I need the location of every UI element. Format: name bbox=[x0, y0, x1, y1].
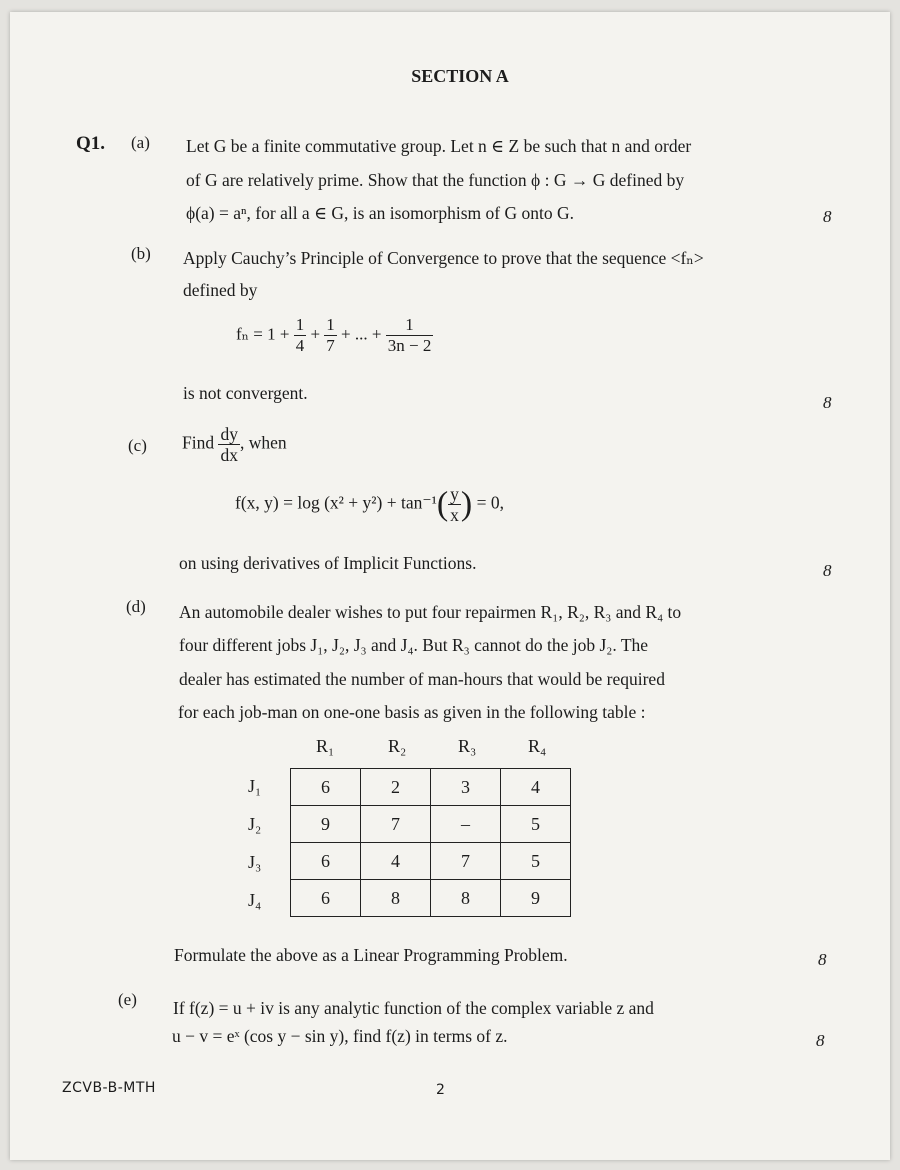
ellipsis-terms: + ... + bbox=[341, 324, 382, 344]
man-hours-table bbox=[290, 768, 571, 917]
table-row bbox=[291, 769, 571, 806]
part-a-marks: 8 bbox=[823, 207, 832, 226]
part-a-label: (a) bbox=[131, 133, 150, 152]
table-cell: 3 bbox=[431, 769, 501, 806]
part-e-marks: 8 bbox=[816, 1031, 825, 1050]
column-header-r1: R₁ bbox=[316, 736, 335, 756]
row-header-j1: J₁ bbox=[248, 776, 262, 796]
part-d-line-4: for each job-man on one-one basis as given in the following table : bbox=[178, 702, 646, 722]
part-c-marks: 8 bbox=[823, 561, 832, 580]
table-cell: 9 bbox=[501, 880, 571, 917]
table-cell: 9 bbox=[291, 806, 361, 843]
table-cell: 5 bbox=[501, 806, 571, 843]
part-e-line-2: u − v = eˣ (cos y − sin y), find f(z) in terms of z. bbox=[172, 1026, 508, 1046]
find-word: Find bbox=[182, 432, 215, 453]
part-e-label: (e) bbox=[118, 990, 137, 1009]
column-header-r3: R₃ bbox=[458, 736, 477, 756]
column-header-r4: R₄ bbox=[528, 736, 547, 756]
part-b-marks: 8 bbox=[823, 393, 832, 412]
part-d-line-5: Formulate the above as a Linear Programming Problem. bbox=[174, 945, 568, 965]
table-row bbox=[291, 880, 571, 917]
table-row bbox=[291, 806, 571, 843]
fraction-1-7: $\frac{1}{7}$ bbox=[326, 315, 335, 355]
table-cell: 8 bbox=[431, 880, 501, 917]
fraction-1-3n-2: $\frac{1}{3n - 2}$ bbox=[387, 315, 432, 355]
fraction-1-4: $\frac{1}{4}$ bbox=[295, 315, 305, 355]
part-c-line-1 bbox=[182, 424, 287, 465]
part-b-line-3: is not convergent. bbox=[183, 383, 308, 403]
formula-rhs: = 0, bbox=[476, 492, 504, 513]
row-header-j2: J₂ bbox=[248, 814, 262, 834]
part-c-line-2: on using derivatives of Implicit Functions. bbox=[179, 553, 477, 573]
table-cell: 6 bbox=[291, 843, 361, 880]
column-header-r2: R₂ bbox=[388, 736, 407, 756]
table-cell: 2 bbox=[361, 769, 431, 806]
part-d-label: (d) bbox=[126, 597, 146, 616]
row-header-j4: J₄ bbox=[248, 890, 262, 910]
y-over-x-fraction: $\frac{y}{x}$ bbox=[450, 484, 459, 525]
part-b-line-1: Apply Cauchy’s Principle of Convergence to prove that the sequence <fₙ> bbox=[183, 248, 704, 268]
question-number: Q1. bbox=[76, 133, 106, 154]
table-cell: – bbox=[431, 806, 501, 843]
part-d-marks: 8 bbox=[818, 950, 827, 969]
table-cell: 5 bbox=[501, 843, 571, 880]
table-cell: 6 bbox=[291, 880, 361, 917]
part-a-line-1: Let G be a finite commutative group. Let n ∈ Z be such that n and order bbox=[186, 136, 692, 156]
part-a-line-2: of G are relatively prime. Show that the function ϕ : G → G defined by bbox=[186, 170, 685, 190]
table-row bbox=[291, 843, 571, 880]
table-cell: 7 bbox=[361, 806, 431, 843]
section-title: SECTION A bbox=[411, 66, 509, 86]
part-c-label: (c) bbox=[128, 436, 147, 455]
page-number: 2 bbox=[436, 1082, 445, 1098]
when-word: , when bbox=[239, 432, 287, 453]
part-d-line-3: dealer has estimated the number of man-hours that would be required bbox=[179, 669, 665, 689]
part-b-line-2: defined by bbox=[183, 280, 258, 300]
table-cell: 6 bbox=[291, 769, 361, 806]
table-cell: 4 bbox=[501, 769, 571, 806]
part-b-label: (b) bbox=[131, 244, 151, 263]
part-d-line-2: four different jobs J₁, J₂, J₃ and J₄. But R₃ cannot do the job J₂. The bbox=[179, 635, 649, 655]
table-cell: 8 bbox=[361, 880, 431, 917]
plus-sign: + bbox=[310, 324, 321, 344]
table-cell: 4 bbox=[361, 843, 431, 880]
table-cell: 7 bbox=[431, 843, 501, 880]
part-d-line-1: An automobile dealer wishes to put four repairmen R₁, R₂, R₃ and R₄ to bbox=[179, 602, 682, 622]
part-b-formula bbox=[236, 315, 433, 356]
formula-lhs: fₙ = 1 + bbox=[236, 324, 290, 344]
dy-dx-fraction: $\frac{dy}{dx}$ bbox=[220, 424, 238, 465]
part-a-line-3: ϕ(a) = aⁿ, for all a ∈ G, is an isomorphism of G onto G. bbox=[186, 203, 574, 223]
part-e-line-1: If f(z) = u + iv is any analytic function of the complex variable z and bbox=[173, 998, 654, 1018]
paper-code: ZCVB-B-MTH bbox=[62, 1080, 156, 1096]
formula-lhs: f(x, y) = log (x² + y²) + tan⁻¹ bbox=[235, 492, 437, 513]
row-header-j3: J₃ bbox=[248, 852, 262, 872]
part-c-formula: f(x, y) = log (x² + y²) + tan⁻¹( $\frac{y}{x}$ ) = 0, bbox=[235, 484, 504, 525]
